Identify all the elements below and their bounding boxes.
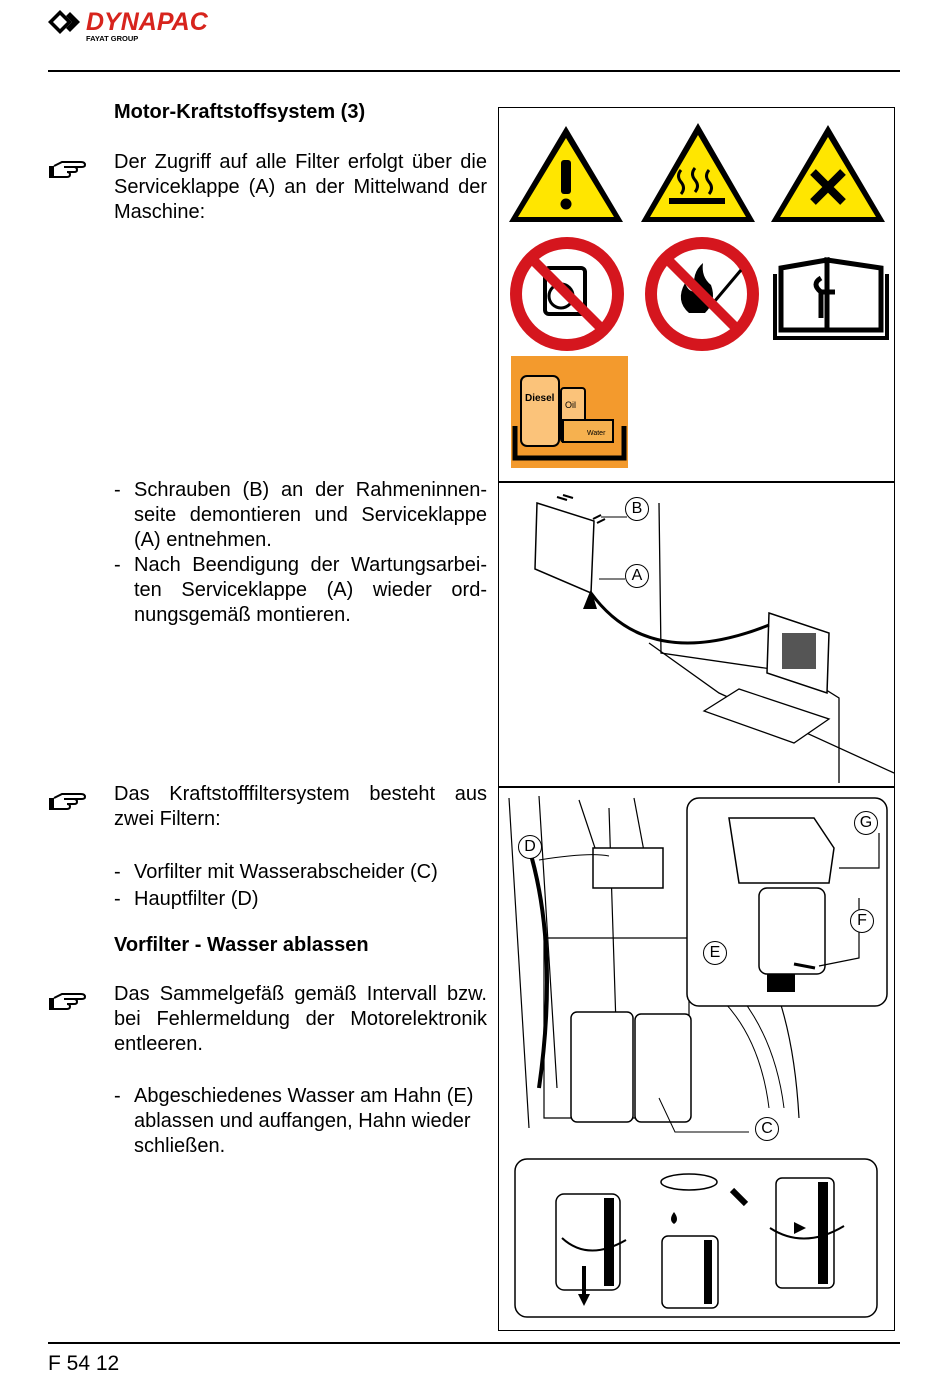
list-item: - Abgeschiedenes Wasser am Hahn (E) ablassen und auffangen, Hahn wieder schließen. xyxy=(114,1084,487,1159)
list-item: - Hauptfilter (D) xyxy=(114,887,487,912)
service-flap-drawing xyxy=(499,483,894,785)
callout-b: B xyxy=(625,497,649,521)
section-title: Vorfilter - Wasser ablassen xyxy=(114,934,369,956)
dynapac-logo xyxy=(48,6,308,46)
no-open-flame-icon xyxy=(645,237,759,351)
callout-f: F xyxy=(850,909,874,933)
hot-surface-warning-icon xyxy=(641,123,755,222)
callout-e: E xyxy=(703,941,727,965)
callout-d: D xyxy=(518,835,542,859)
pointing-hand-icon xyxy=(48,990,88,1012)
general-warning-icon xyxy=(509,126,623,222)
oil-label: Oil xyxy=(565,400,576,410)
header-rule xyxy=(48,70,900,72)
step-text: Abgeschiedenes Wasser am Hahn (E) ablassen und auffangen, Hahn wieder schließen. xyxy=(134,1085,474,1157)
callout-a: A xyxy=(625,564,649,588)
page-code: F 54 12 xyxy=(48,1352,120,1375)
filter-item: Vorfilter mit Wasserabscheider (C) xyxy=(134,861,438,883)
pointing-hand-icon xyxy=(48,158,88,180)
fuel-disposal-icon xyxy=(511,356,628,468)
brand-name: DYNAPAC xyxy=(86,8,208,36)
footer-rule xyxy=(48,1342,900,1344)
figure-panel xyxy=(498,107,895,1331)
remove-filter-step xyxy=(556,1194,626,1306)
callout-g: G xyxy=(854,811,878,835)
diesel-label: Diesel xyxy=(525,393,555,404)
pointing-hand-icon xyxy=(48,790,88,812)
step-text: Nach Beendigung der Wartungsarbei-ten Serviceklappe (A) wieder ord-nungsgemäß montieren. xyxy=(134,554,487,626)
water-label: Water xyxy=(587,430,606,437)
install-filter-step xyxy=(770,1178,844,1288)
filter-change-sequence xyxy=(514,1158,878,1318)
no-engine-running-icon xyxy=(510,237,624,351)
pre-filter-housing xyxy=(571,1012,633,1122)
step-text: Schrauben (B) an der Rahmeninnen-seite demontieren und Serviceklappe (A) entnehmen. xyxy=(134,479,487,551)
service-flap-panel xyxy=(535,503,594,593)
section-title: Motor-Kraftstoffsystem (3) xyxy=(114,101,366,123)
read-manual-icon xyxy=(775,260,887,338)
safety-symbols xyxy=(499,108,894,480)
list-item: - Schrauben (B) an der Rahmeninnen-seite demontieren und Serviceklappe (A) entnehmen. xyxy=(114,479,487,551)
list-item: - Nach Beendigung der Wartungsarbei-ten Serviceklappe (A) wieder ord-nungsgemäß montieren. xyxy=(114,554,487,626)
harmful-substance-warning-icon xyxy=(771,125,885,222)
access-note: Der Zugriff auf alle Filter erfolgt über die Serviceklappe (A) an der Mittelwand der Maschine: xyxy=(114,151,487,223)
list-item: - Vorfilter mit Wasserabscheider (C) xyxy=(114,860,487,885)
filter-system-note: Das Kraftstofffiltersystem besteht aus zwei Filtern: xyxy=(114,783,487,830)
filter-item: Hauptfilter (D) xyxy=(134,888,259,910)
brand-subtitle: FAYAT GROUP xyxy=(86,34,139,43)
drain-note: Das Sammelgefäß gemäß Intervall bzw. bei Fehlermeldung der Motorelektronik entleeren. xyxy=(114,983,487,1055)
removal-arrow xyxy=(591,593,769,643)
callout-c: C xyxy=(755,1117,779,1141)
dynapac-diamond-icon xyxy=(48,10,80,34)
